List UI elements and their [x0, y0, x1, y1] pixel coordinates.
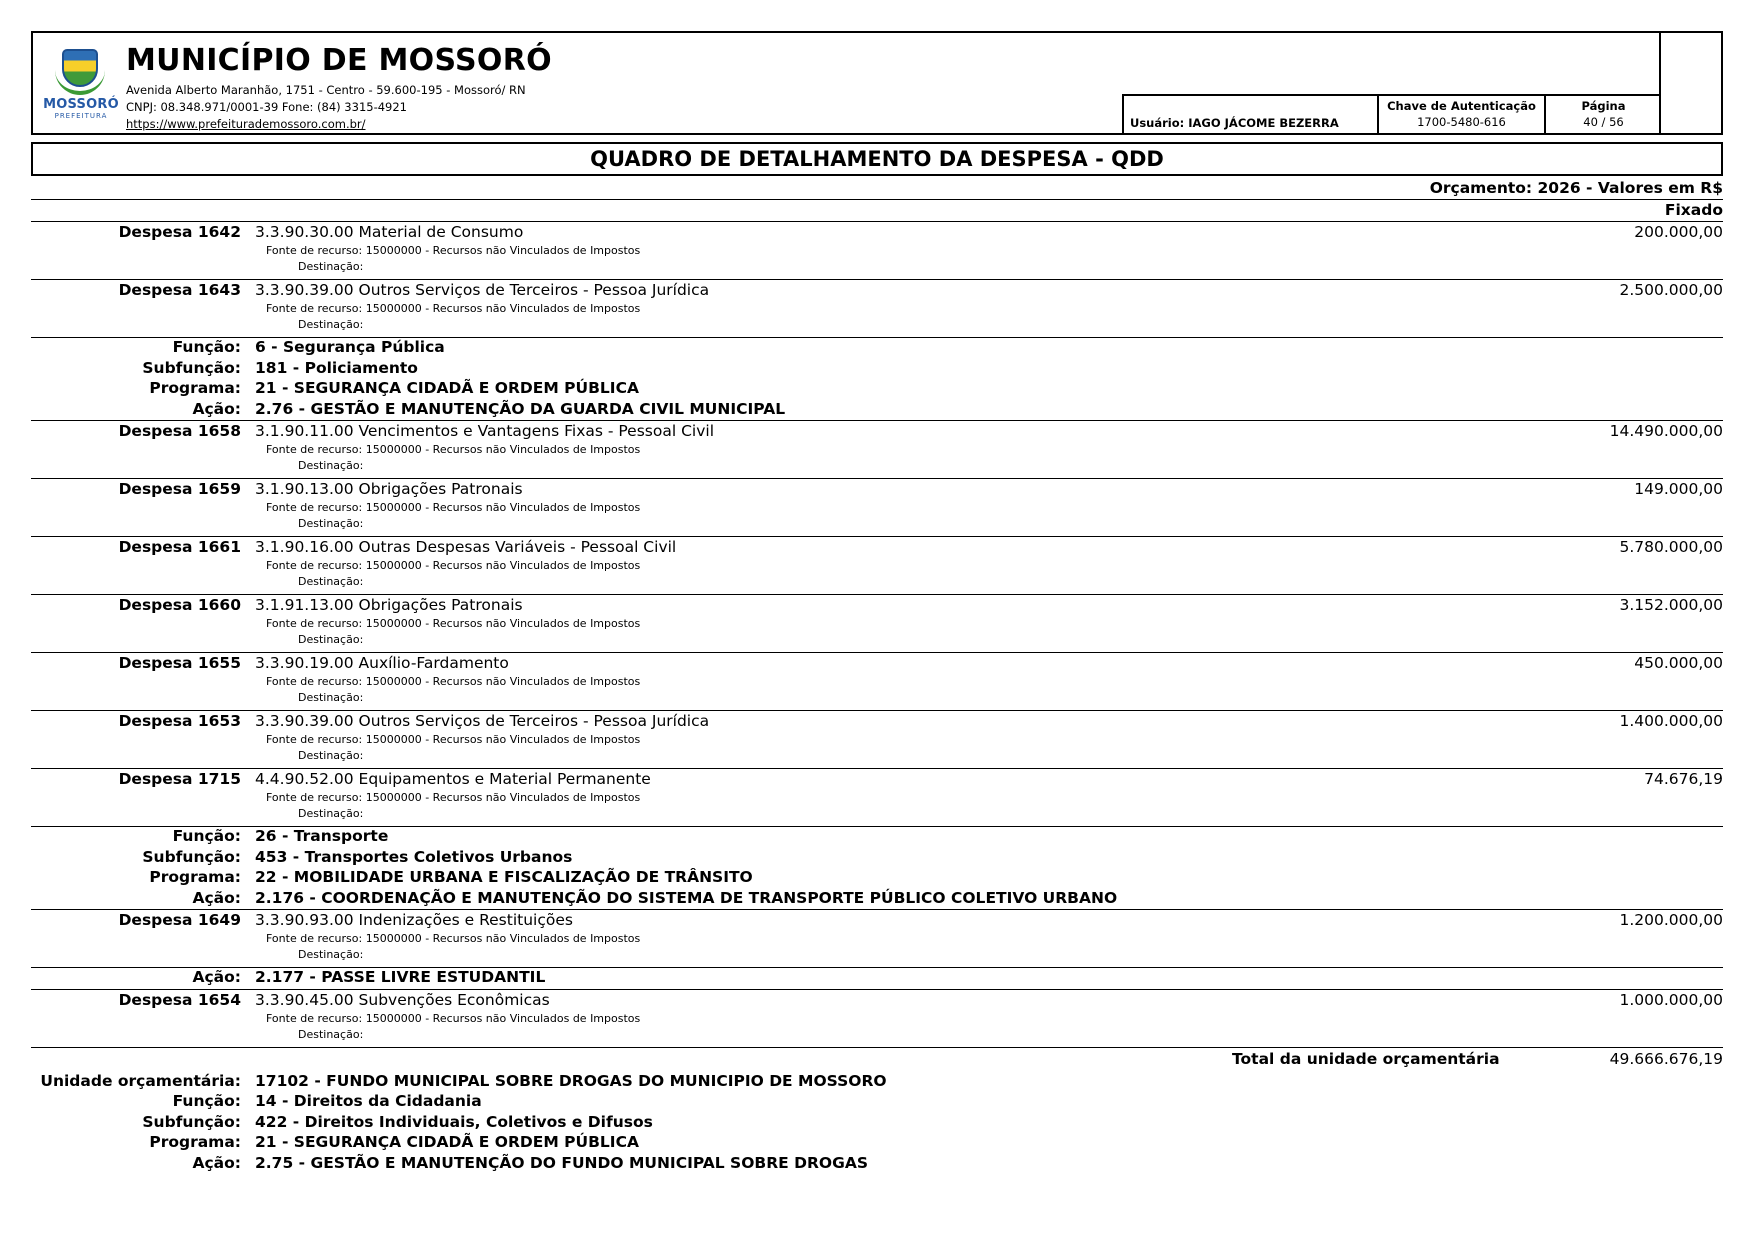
expense-destination: Destinação: — [298, 517, 364, 530]
expense-destination: Destinação: — [298, 318, 364, 331]
expense-value: 5.780.000,00 — [1619, 538, 1723, 556]
user-cell — [1122, 94, 1377, 135]
expense-description: 3.1.90.16.00 Outras Despesas Variáveis - Pessoal Civil — [255, 538, 677, 556]
subfuncao-value: 181 - Policiamento — [255, 358, 418, 377]
total-value: 49.666.676,19 — [1609, 1049, 1723, 1068]
report-header — [31, 31, 1723, 135]
total-label: Total da unidade orçamentária — [1232, 1049, 1500, 1068]
budget-info: Orçamento: 2026 - Valores em R$ — [31, 177, 1723, 200]
programa-label: Programa: — [149, 1133, 241, 1151]
expense-id: Despesa 1654 — [118, 990, 241, 1009]
auth-key-cell — [1377, 94, 1544, 135]
expense-funding-source: Fonte de recurso: 15000000 - Recursos não Vinculados de Impostos — [266, 1011, 641, 1025]
expense-value: 1.200.000,00 — [1619, 911, 1723, 929]
expense-row — [31, 421, 1723, 479]
expense-funding-source: Fonte de recurso: 15000000 - Recursos não Vinculados de Impostos — [266, 733, 641, 746]
expense-funding-source: Fonte de recurso: 15000000 - Recursos não Vinculados de Impostos — [266, 932, 641, 945]
expense-value: 200.000,00 — [1634, 223, 1723, 241]
expense-funding-source: Fonte de recurso: 15000000 - Recursos não Vinculados de Impostos — [266, 443, 641, 456]
expense-destination: Destinação: — [298, 260, 364, 273]
expense-id: Despesa 1655 — [118, 654, 241, 672]
page-number: 40 / 56 — [1583, 115, 1624, 129]
subfuncao-label: Subfunção: — [142, 847, 241, 866]
expense-id: Despesa 1660 — [118, 596, 241, 614]
municipal-logo — [41, 43, 121, 123]
classification-group — [31, 338, 1723, 421]
expense-id: Despesa 1658 — [118, 422, 241, 440]
page-label: Página — [1581, 99, 1626, 113]
acao-value: 2.176 - COORDENAÇÃO E MANUTENÇÃO DO SISTEMA DE TRANSPORTE PÚBLICO COLETIVO URBANO — [255, 888, 1118, 907]
expense-row — [31, 769, 1723, 827]
acao-value: 2.76 - GESTÃO E MANUTENÇÃO DA GUARDA CIVIL MUNICIPAL — [255, 399, 786, 418]
expense-row — [31, 595, 1723, 653]
expense-value: 14.490.000,00 — [1609, 422, 1723, 440]
next-unit-group — [31, 1072, 1723, 1175]
expense-funding-source: Fonte de recurso: 15000000 - Recursos não Vinculados de Impostos — [266, 617, 641, 630]
acao-label: Ação: — [192, 888, 241, 907]
coat-of-arms-icon — [62, 49, 98, 87]
funcao-value: 14 - Direitos da Cidadania — [255, 1092, 482, 1110]
logo-name: MOSSORÓ — [43, 97, 119, 112]
page-cell — [1544, 94, 1661, 135]
expense-row — [31, 280, 1723, 338]
expense-description: 3.3.90.30.00 Material de Consumo — [255, 223, 524, 241]
expense-id: Despesa 1659 — [118, 480, 241, 498]
expense-id: Despesa 1643 — [118, 281, 241, 299]
org-title: MUNICÍPIO DE MOSSORÓ — [126, 43, 552, 78]
acao-value: 2.75 - GESTÃO E MANUTENÇÃO DO FUNDO MUNICIPAL SOBRE DROGAS — [255, 1153, 868, 1172]
expense-destination: Destinação: — [298, 633, 364, 646]
expense-list — [31, 222, 1723, 338]
programa-value: 21 - SEGURANÇA CIDADÃ E ORDEM PÚBLICA — [255, 379, 639, 397]
expense-row — [31, 711, 1723, 769]
expense-list — [31, 910, 1723, 968]
expense-destination: Destinação: — [298, 807, 364, 820]
expense-value: 1.400.000,00 — [1619, 712, 1723, 730]
report-page — [31, 31, 1723, 1174]
expense-destination: Destinação: — [298, 948, 364, 961]
expense-description: 3.3.90.39.00 Outros Serviços de Terceiros - Pessoa Jurídica — [255, 281, 710, 299]
funcao-label: Função: — [172, 338, 241, 356]
expense-funding-source: Fonte de recurso: 15000000 - Recursos não Vinculados de Impostos — [266, 302, 641, 315]
funcao-label: Função: — [172, 827, 241, 845]
expense-description: 3.1.91.13.00 Obrigações Patronais — [255, 596, 523, 614]
acao-label: Ação: — [192, 968, 241, 986]
funcao-value: 26 - Transporte — [255, 827, 389, 845]
unit-total-row — [31, 1048, 1723, 1072]
unidade-label: Unidade orçamentária: — [40, 1071, 241, 1090]
expense-value: 74.676,19 — [1644, 770, 1723, 788]
subfuncao-label: Subfunção: — [142, 358, 241, 377]
subfuncao-value: 422 - Direitos Individuais, Coletivos e Difusos — [255, 1112, 653, 1131]
auth-key-value: 1700-5480-616 — [1417, 115, 1506, 129]
expense-funding-source: Fonte de recurso: 15000000 - Recursos não Vinculados de Impostos — [266, 501, 641, 514]
expense-row — [31, 910, 1723, 968]
expense-destination: Destinação: — [298, 575, 364, 588]
expense-value: 1.000.000,00 — [1619, 990, 1723, 1009]
expense-destination: Destinação: — [298, 691, 364, 704]
classification-group — [31, 968, 1723, 990]
expense-destination: Destinação: — [298, 749, 364, 762]
expense-list — [31, 421, 1723, 827]
programa-value: 22 - MOBILIDADE URBANA E FISCALIZAÇÃO DE TRÂNSITO — [255, 868, 753, 886]
expense-description: 4.4.90.52.00 Equipamentos e Material Permanente — [255, 770, 651, 788]
expense-row — [31, 990, 1723, 1048]
subfuncao-value: 453 - Transportes Coletivos Urbanos — [255, 847, 573, 866]
expense-row — [31, 479, 1723, 537]
acao-label: Ação: — [192, 399, 241, 418]
acao-value: 2.177 - PASSE LIVRE ESTUDANTIL — [255, 968, 546, 986]
expense-description: 3.3.90.39.00 Outros Serviços de Terceiros - Pessoa Jurídica — [255, 712, 710, 730]
expense-funding-source: Fonte de recurso: 15000000 - Recursos não Vinculados de Impostos — [266, 791, 641, 804]
expense-funding-source: Fonte de recurso: 15000000 - Recursos não Vinculados de Impostos — [266, 244, 641, 257]
expense-id: Despesa 1661 — [118, 538, 241, 556]
expense-description: 3.3.90.45.00 Subvenções Econômicas — [255, 990, 550, 1009]
expense-id: Despesa 1642 — [118, 223, 241, 241]
funcao-value: 6 - Segurança Pública — [255, 338, 445, 356]
expense-row — [31, 653, 1723, 711]
programa-label: Programa: — [149, 868, 241, 886]
expense-value: 149.000,00 — [1634, 480, 1723, 498]
expense-destination: Destinação: — [298, 459, 364, 472]
expense-id: Despesa 1653 — [118, 712, 241, 730]
report-title: QUADRO DE DETALHAMENTO DA DESPESA - QDD — [31, 142, 1723, 176]
expense-funding-source: Fonte de recurso: 15000000 - Recursos não Vinculados de Impostos — [266, 675, 641, 688]
expense-row — [31, 222, 1723, 280]
expense-id: Despesa 1715 — [118, 770, 241, 788]
expense-value: 450.000,00 — [1634, 654, 1723, 672]
header-blank-cell — [1659, 33, 1723, 135]
unidade-value: 17102 - FUNDO MUNICIPAL SOBRE DROGAS DO MUNICIPIO DE MOSSORO — [255, 1071, 887, 1090]
expense-funding-source: Fonte de recurso: 15000000 - Recursos não Vinculados de Impostos — [266, 559, 641, 572]
expense-description: 3.3.90.19.00 Auxílio-Fardamento — [255, 654, 509, 672]
column-header-fixado: Fixado — [31, 200, 1723, 222]
auth-key-label: Chave de Autenticação — [1387, 99, 1536, 113]
subfuncao-label: Subfunção: — [142, 1112, 241, 1131]
expense-list — [31, 990, 1723, 1048]
org-cnpj-phone: CNPJ: 08.348.971/0001-39 Fone: (84) 3315-4921 — [126, 100, 407, 114]
expense-description: 3.3.90.93.00 Indenizações e Restituições — [255, 911, 573, 929]
expense-value: 2.500.000,00 — [1619, 281, 1723, 299]
expense-row — [31, 537, 1723, 595]
expense-description: 3.1.90.13.00 Obrigações Patronais — [255, 480, 523, 498]
classification-group — [31, 827, 1723, 910]
acao-label: Ação: — [192, 1153, 241, 1172]
expense-destination: Destinação: — [298, 1027, 364, 1041]
funcao-label: Função: — [172, 1092, 241, 1110]
expense-value: 3.152.000,00 — [1619, 596, 1723, 614]
org-address: Avenida Alberto Maranhão, 1751 - Centro - 59.600-195 - Mossoró/ RN — [126, 83, 526, 97]
user-label: Usuário: IAGO JÁCOME BEZERRA — [1130, 116, 1339, 130]
programa-label: Programa: — [149, 379, 241, 397]
logo-subtitle: PREFEITURA — [54, 112, 108, 120]
programa-value: 21 - SEGURANÇA CIDADÃ E ORDEM PÚBLICA — [255, 1133, 639, 1151]
org-website-link[interactable]: https://www.prefeiturademossoro.com.br/ — [126, 117, 366, 131]
expense-description: 3.1.90.11.00 Vencimentos e Vantagens Fixas - Pessoal Civil — [255, 422, 714, 440]
expense-id: Despesa 1649 — [118, 911, 241, 929]
